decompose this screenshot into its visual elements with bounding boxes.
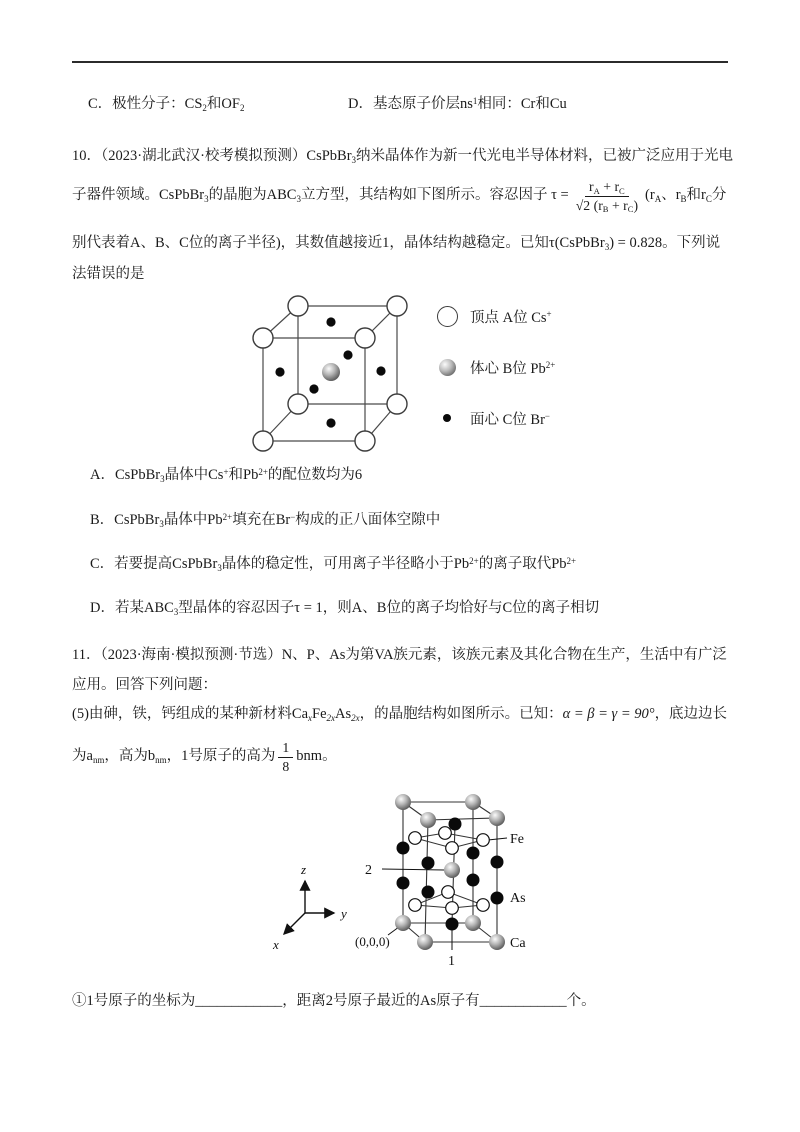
- legend-body-label: 体心 B位 $Pb^{2+}$: [470, 360, 556, 377]
- q11-subquestion-1: ①1号原子的坐标为____________，距离2号原子最近的As原子有____________个。: [72, 993, 596, 1009]
- q10-option-a: A．CsPbBr$_3$晶体中Cs+和$Pb^{2+}$的配位数均为6: [90, 466, 363, 485]
- body-center-cation: [322, 363, 340, 381]
- q11-stem-line2: 应用。回答下列问题：: [72, 677, 217, 693]
- q10-stem-line3: 别代表着A、B、C位的离子半径)，其数值越接近1，晶体结构越稳定。已知τ(CsPbBr$_3$) = 0.828。下列说: [72, 235, 721, 253]
- option-d-prev: D．基态原子价层$ns^1$相同：Cr和Cu: [348, 95, 567, 112]
- legend-row-body: [435, 354, 555, 380]
- q11-part5-line1: (5)由砷，铁，钙组成的某种新材料$Ca_xFe_{2x}As_{2x}$，的晶胞结构如图所示。已知：α = β = γ = 90°，底边边长: [72, 706, 728, 724]
- q10-stem-line4: 法错误的是: [72, 266, 145, 282]
- gray-sphere-icon: [435, 359, 459, 376]
- option-c-prev: C．极性分子：$CS_2$和$OF_2$: [88, 96, 245, 114]
- q10-option-b: B．CsPbBr$_3$晶体中$Pb^{2+}$填充在Br−构成的正八面体空隙中: [90, 511, 441, 530]
- q10-stem-line1: 10．（2023·湖北武汉·校考模拟预测）CsPbBr$_3$纳米晶体作为新一代光电半导体材料，已被广泛应用于光电: [72, 148, 734, 166]
- legend-row-vertex: [435, 303, 552, 329]
- as-label: As: [510, 891, 526, 906]
- q10-option-c: C．若要提高CsPbBr$_3$晶体的稳定性，可用离子半径略小于$Pb^{2+}$的离子取代$Pb^{2+}$: [90, 555, 577, 574]
- q10-stem-line2: 子器件领域。CsPbBr 3 的晶胞为ABC 3 立方型，其结构如下图所示。容忍因子 τ = $\frac{r_A + r_C}{√2 (r_B + r_C)}$ (r A 、r B 和r C 分: [72, 178, 727, 215]
- q11-stem-line1: 11．（2023·海南·模拟预测·节选）N、P、As为第VA族元素，该族元素及其化合物在生产，生活中有广泛: [72, 647, 727, 663]
- ca-label: Ca: [510, 936, 526, 951]
- fe-label: Fe: [510, 832, 524, 847]
- legend-vertex-label: 顶点 A位 Cs+: [470, 309, 552, 326]
- open-circle-icon: [435, 306, 459, 327]
- header-divider: [72, 61, 728, 63]
- black-dot-icon: [435, 414, 459, 422]
- z-axis-label: z: [301, 862, 307, 877]
- x-axis-label: x: [273, 937, 279, 952]
- origin-label: (0,0,0): [355, 934, 390, 949]
- atom2-label: 2: [365, 863, 372, 878]
- perovskite-cell-figure: [245, 286, 425, 456]
- legend-face-label: 面心 C位 Br−: [470, 411, 550, 428]
- cafe2as2-cell-figure: [260, 778, 570, 973]
- axes: [284, 881, 334, 934]
- atom1-label: 1: [448, 954, 455, 969]
- q10-option-d: D．若某$ABC_3$型晶体的容忍因子τ = 1，则A、B位的离子均恰好与C位的离子相切: [90, 600, 600, 618]
- legend-row-face: [435, 405, 550, 431]
- y-axis-label: y: [341, 906, 347, 921]
- q11-part5-line2: 为a nm ，高为b nm ，1号原子的高为 $\frac{1}{8}$ bnm。: [72, 739, 337, 774]
